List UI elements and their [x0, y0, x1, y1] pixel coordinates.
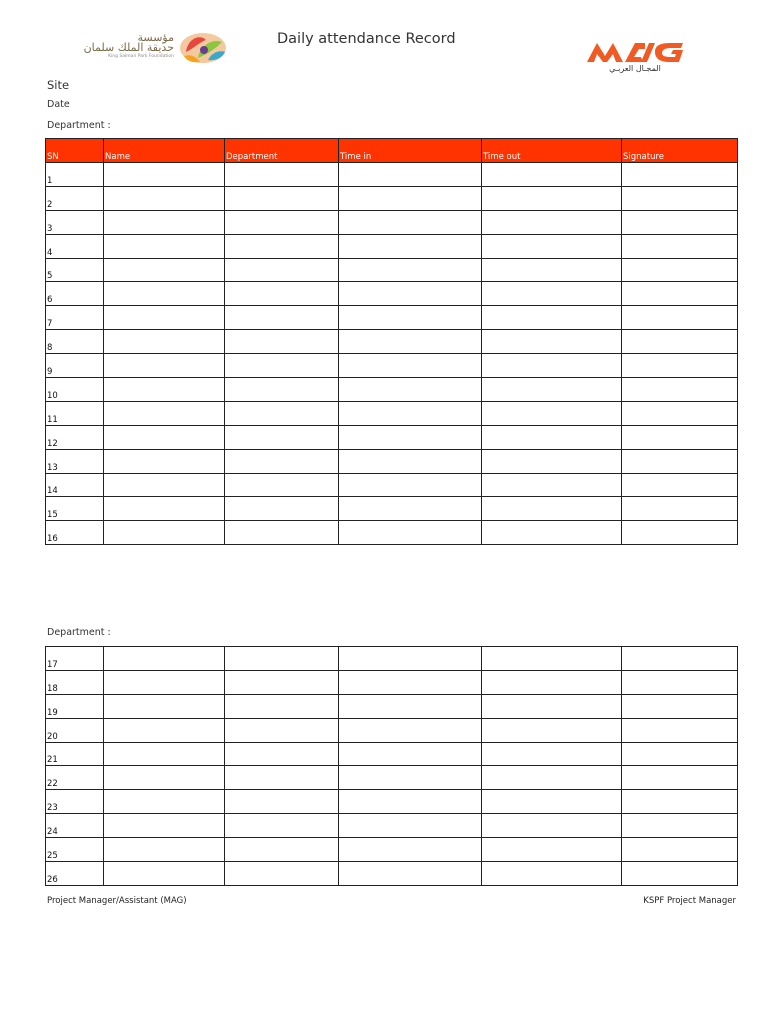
table-row: [46, 814, 738, 838]
row-signature-cell[interactable]: [622, 497, 738, 521]
row-time-out-cell[interactable]: [482, 425, 622, 449]
row-time-out-cell[interactable]: [482, 401, 622, 425]
row-sn-cell: 11: [46, 401, 104, 425]
row-department-cell[interactable]: [225, 401, 339, 425]
table-row: [46, 670, 738, 694]
date-label: Date: [47, 99, 70, 110]
row-sn-cell: 6: [46, 282, 104, 306]
row-name-cell[interactable]: [104, 425, 225, 449]
row-time-in-cell[interactable]: [339, 473, 482, 497]
row-time-out-cell[interactable]: [482, 210, 622, 234]
row-signature-cell[interactable]: [622, 306, 738, 330]
row-signature-cell[interactable]: [622, 862, 738, 886]
table-row: [46, 766, 738, 790]
row-sn-cell: 22: [46, 766, 104, 790]
row-sn-cell: 8: [46, 330, 104, 354]
row-name-cell[interactable]: [104, 497, 225, 521]
table-row: [46, 718, 738, 742]
row-time-out-cell[interactable]: [482, 282, 622, 306]
table-body-section-2: [46, 647, 738, 886]
row-time-in-cell[interactable]: [339, 449, 482, 473]
row-signature-cell[interactable]: [622, 647, 738, 671]
row-time-out-cell[interactable]: [482, 790, 622, 814]
table-row: [46, 234, 738, 258]
row-name-cell[interactable]: [104, 354, 225, 378]
table-body-section-1: [46, 163, 738, 545]
row-time-out-cell[interactable]: [482, 766, 622, 790]
row-department-cell[interactable]: [225, 378, 339, 402]
site-label: Site: [47, 78, 70, 92]
row-time-out-cell[interactable]: [482, 354, 622, 378]
row-time-out-cell[interactable]: [482, 258, 622, 282]
mag-logo: [585, 40, 687, 76]
row-department-cell[interactable]: [225, 862, 339, 886]
department-label-section-2: Department :: [47, 627, 111, 638]
row-department-cell[interactable]: [225, 473, 339, 497]
row-department-cell[interactable]: [225, 497, 339, 521]
attendance-table-section-2: [45, 646, 738, 886]
row-name-cell[interactable]: [104, 670, 225, 694]
column-header-sn: SN: [46, 139, 104, 163]
row-name-cell[interactable]: [104, 862, 225, 886]
table-row: [46, 425, 738, 449]
row-sn-cell: 13: [46, 449, 104, 473]
row-name-cell[interactable]: [104, 521, 225, 545]
row-signature-cell[interactable]: [622, 354, 738, 378]
table-row: [46, 163, 738, 187]
row-sn-cell: 9: [46, 354, 104, 378]
row-department-cell[interactable]: [225, 306, 339, 330]
mag-logo-icon: [585, 40, 685, 64]
row-department-cell[interactable]: [225, 521, 339, 545]
row-name-cell[interactable]: [104, 694, 225, 718]
table-row: [46, 790, 738, 814]
row-sn-cell: 14: [46, 473, 104, 497]
row-time-out-cell[interactable]: [482, 163, 622, 187]
row-sn-cell: 10: [46, 378, 104, 402]
row-time-out-cell[interactable]: [482, 521, 622, 545]
row-time-in-cell[interactable]: [339, 647, 482, 671]
row-sn-cell: 12: [46, 425, 104, 449]
row-name-cell[interactable]: [104, 282, 225, 306]
row-name-cell[interactable]: [104, 718, 225, 742]
row-time-out-cell[interactable]: [482, 862, 622, 886]
row-department-cell[interactable]: [225, 330, 339, 354]
table-row: [46, 497, 738, 521]
row-time-in-cell[interactable]: [339, 838, 482, 862]
row-name-cell[interactable]: [104, 449, 225, 473]
row-signature-cell[interactable]: [622, 234, 738, 258]
row-name-cell[interactable]: [104, 210, 225, 234]
table-header-row: [46, 139, 738, 163]
footer-signatory-kspf: KSPF Project Manager: [643, 896, 736, 906]
table-row: [46, 401, 738, 425]
table-row: [46, 647, 738, 671]
row-signature-cell[interactable]: [622, 282, 738, 306]
kspf-logo-arabic-line1: مؤسسة: [137, 31, 174, 44]
row-time-out-cell[interactable]: [482, 742, 622, 766]
row-signature-cell[interactable]: [622, 330, 738, 354]
row-name-cell[interactable]: [104, 838, 225, 862]
row-time-out-cell[interactable]: [482, 814, 622, 838]
row-signature-cell[interactable]: [622, 425, 738, 449]
row-department-cell[interactable]: [225, 742, 339, 766]
row-signature-cell[interactable]: [622, 258, 738, 282]
row-time-in-cell[interactable]: [339, 790, 482, 814]
row-time-in-cell[interactable]: [339, 186, 482, 210]
row-name-cell[interactable]: [104, 163, 225, 187]
row-department-cell[interactable]: [225, 670, 339, 694]
row-department-cell[interactable]: [225, 234, 339, 258]
row-time-in-cell[interactable]: [339, 378, 482, 402]
row-time-out-cell[interactable]: [482, 449, 622, 473]
row-time-out-cell[interactable]: [482, 330, 622, 354]
table-row: [46, 838, 738, 862]
row-sn-cell: 2: [46, 186, 104, 210]
row-time-in-cell[interactable]: [339, 766, 482, 790]
row-department-cell[interactable]: [225, 790, 339, 814]
row-time-out-cell[interactable]: [482, 694, 622, 718]
row-sn-cell: 20: [46, 718, 104, 742]
row-name-cell[interactable]: [104, 378, 225, 402]
row-time-in-cell[interactable]: [339, 670, 482, 694]
row-signature-cell[interactable]: [622, 790, 738, 814]
table-row: [46, 862, 738, 886]
row-name-cell[interactable]: [104, 306, 225, 330]
row-sn-cell: 23: [46, 790, 104, 814]
row-name-cell[interactable]: [104, 766, 225, 790]
row-sn-cell: 26: [46, 862, 104, 886]
row-time-out-cell[interactable]: [482, 647, 622, 671]
row-sn-cell: 7: [46, 306, 104, 330]
row-time-out-cell[interactable]: [482, 234, 622, 258]
column-header-department: Department: [225, 139, 339, 163]
row-name-cell[interactable]: [104, 473, 225, 497]
row-department-cell[interactable]: [225, 647, 339, 671]
kspf-logo-arabic-line2: حديقة الملك سلمان: [83, 41, 174, 54]
row-name-cell[interactable]: [104, 258, 225, 282]
footer-signatory-mag: Project Manager/Assistant (MAG): [47, 896, 187, 906]
row-time-in-cell[interactable]: [339, 306, 482, 330]
row-department-cell[interactable]: [225, 186, 339, 210]
department-label-section-1: Department :: [47, 120, 111, 131]
row-time-out-cell[interactable]: [482, 186, 622, 210]
table-row: [46, 378, 738, 402]
row-name-cell[interactable]: [104, 814, 225, 838]
row-department-cell[interactable]: [225, 163, 339, 187]
row-name-cell[interactable]: [104, 234, 225, 258]
row-name-cell[interactable]: [104, 186, 225, 210]
row-sn-cell: 17: [46, 647, 104, 671]
row-sn-cell: 3: [46, 210, 104, 234]
column-header-time-out: Time out: [482, 139, 622, 163]
kspf-logo: [52, 30, 228, 66]
kspf-logo-english: King Salman Park Foundation: [108, 54, 174, 59]
row-signature-cell[interactable]: [622, 401, 738, 425]
row-name-cell[interactable]: [104, 330, 225, 354]
row-time-in-cell[interactable]: [339, 814, 482, 838]
table-row: [46, 354, 738, 378]
row-department-cell[interactable]: [225, 718, 339, 742]
row-time-in-cell[interactable]: [339, 330, 482, 354]
row-sn-cell: 24: [46, 814, 104, 838]
table-row: [46, 449, 738, 473]
row-department-cell[interactable]: [225, 354, 339, 378]
row-time-in-cell[interactable]: [339, 694, 482, 718]
row-signature-cell[interactable]: [622, 694, 738, 718]
row-department-cell[interactable]: [225, 766, 339, 790]
row-time-in-cell[interactable]: [339, 282, 482, 306]
row-time-out-cell[interactable]: [482, 306, 622, 330]
row-signature-cell[interactable]: [622, 670, 738, 694]
row-name-cell[interactable]: [104, 790, 225, 814]
row-sn-cell: 1: [46, 163, 104, 187]
row-department-cell[interactable]: [225, 449, 339, 473]
row-time-out-cell[interactable]: [482, 838, 622, 862]
row-department-cell[interactable]: [225, 838, 339, 862]
row-sn-cell: 21: [46, 742, 104, 766]
row-signature-cell[interactable]: [622, 210, 738, 234]
row-time-in-cell[interactable]: [339, 354, 482, 378]
king-salman-park-foundation-logo-icon: [178, 30, 228, 66]
column-header-name: Name: [104, 139, 225, 163]
row-signature-cell[interactable]: [622, 766, 738, 790]
table-row: [46, 521, 738, 545]
row-sn-cell: 19: [46, 694, 104, 718]
mag-logo-arabic: المجـال العربـي: [609, 64, 661, 73]
row-sn-cell: 25: [46, 838, 104, 862]
row-time-in-cell[interactable]: [339, 862, 482, 886]
row-time-in-cell[interactable]: [339, 258, 482, 282]
table-row: [46, 306, 738, 330]
row-signature-cell[interactable]: [622, 838, 738, 862]
row-signature-cell[interactable]: [622, 718, 738, 742]
row-sn-cell: 4: [46, 234, 104, 258]
row-time-out-cell[interactable]: [482, 497, 622, 521]
table-row: [46, 473, 738, 497]
table-row: [46, 742, 738, 766]
row-time-in-cell[interactable]: [339, 425, 482, 449]
column-header-signature: Signature: [622, 139, 738, 163]
document-title: Daily attendance Record: [277, 31, 456, 47]
row-name-cell[interactable]: [104, 742, 225, 766]
row-signature-cell[interactable]: [622, 378, 738, 402]
table-row: [46, 186, 738, 210]
row-time-in-cell[interactable]: [339, 521, 482, 545]
row-signature-cell[interactable]: [622, 473, 738, 497]
row-time-out-cell[interactable]: [482, 718, 622, 742]
row-department-cell[interactable]: [225, 425, 339, 449]
table-row: [46, 210, 738, 234]
table-row: [46, 258, 738, 282]
row-signature-cell[interactable]: [622, 742, 738, 766]
row-department-cell[interactable]: [225, 210, 339, 234]
row-sn-cell: 15: [46, 497, 104, 521]
table-row: [46, 330, 738, 354]
row-time-in-cell[interactable]: [339, 718, 482, 742]
attendance-table-section-1: [45, 138, 738, 545]
row-department-cell[interactable]: [225, 814, 339, 838]
row-time-out-cell[interactable]: [482, 378, 622, 402]
row-signature-cell[interactable]: [622, 521, 738, 545]
row-name-cell[interactable]: [104, 401, 225, 425]
row-time-in-cell[interactable]: [339, 210, 482, 234]
row-signature-cell[interactable]: [622, 163, 738, 187]
row-time-in-cell[interactable]: [339, 497, 482, 521]
column-header-time-in: Time in: [339, 139, 482, 163]
row-department-cell[interactable]: [225, 282, 339, 306]
row-time-out-cell[interactable]: [482, 670, 622, 694]
row-time-in-cell[interactable]: [339, 401, 482, 425]
table-row: [46, 694, 738, 718]
row-signature-cell[interactable]: [622, 814, 738, 838]
row-time-in-cell[interactable]: [339, 742, 482, 766]
row-time-out-cell[interactable]: [482, 473, 622, 497]
row-signature-cell[interactable]: [622, 449, 738, 473]
row-sn-cell: 18: [46, 670, 104, 694]
row-department-cell[interactable]: [225, 258, 339, 282]
table-row: [46, 282, 738, 306]
row-department-cell[interactable]: [225, 694, 339, 718]
row-sn-cell: 16: [46, 521, 104, 545]
row-signature-cell[interactable]: [622, 186, 738, 210]
row-name-cell[interactable]: [104, 647, 225, 671]
row-sn-cell: 5: [46, 258, 104, 282]
row-time-in-cell[interactable]: [339, 234, 482, 258]
row-time-in-cell[interactable]: [339, 163, 482, 187]
